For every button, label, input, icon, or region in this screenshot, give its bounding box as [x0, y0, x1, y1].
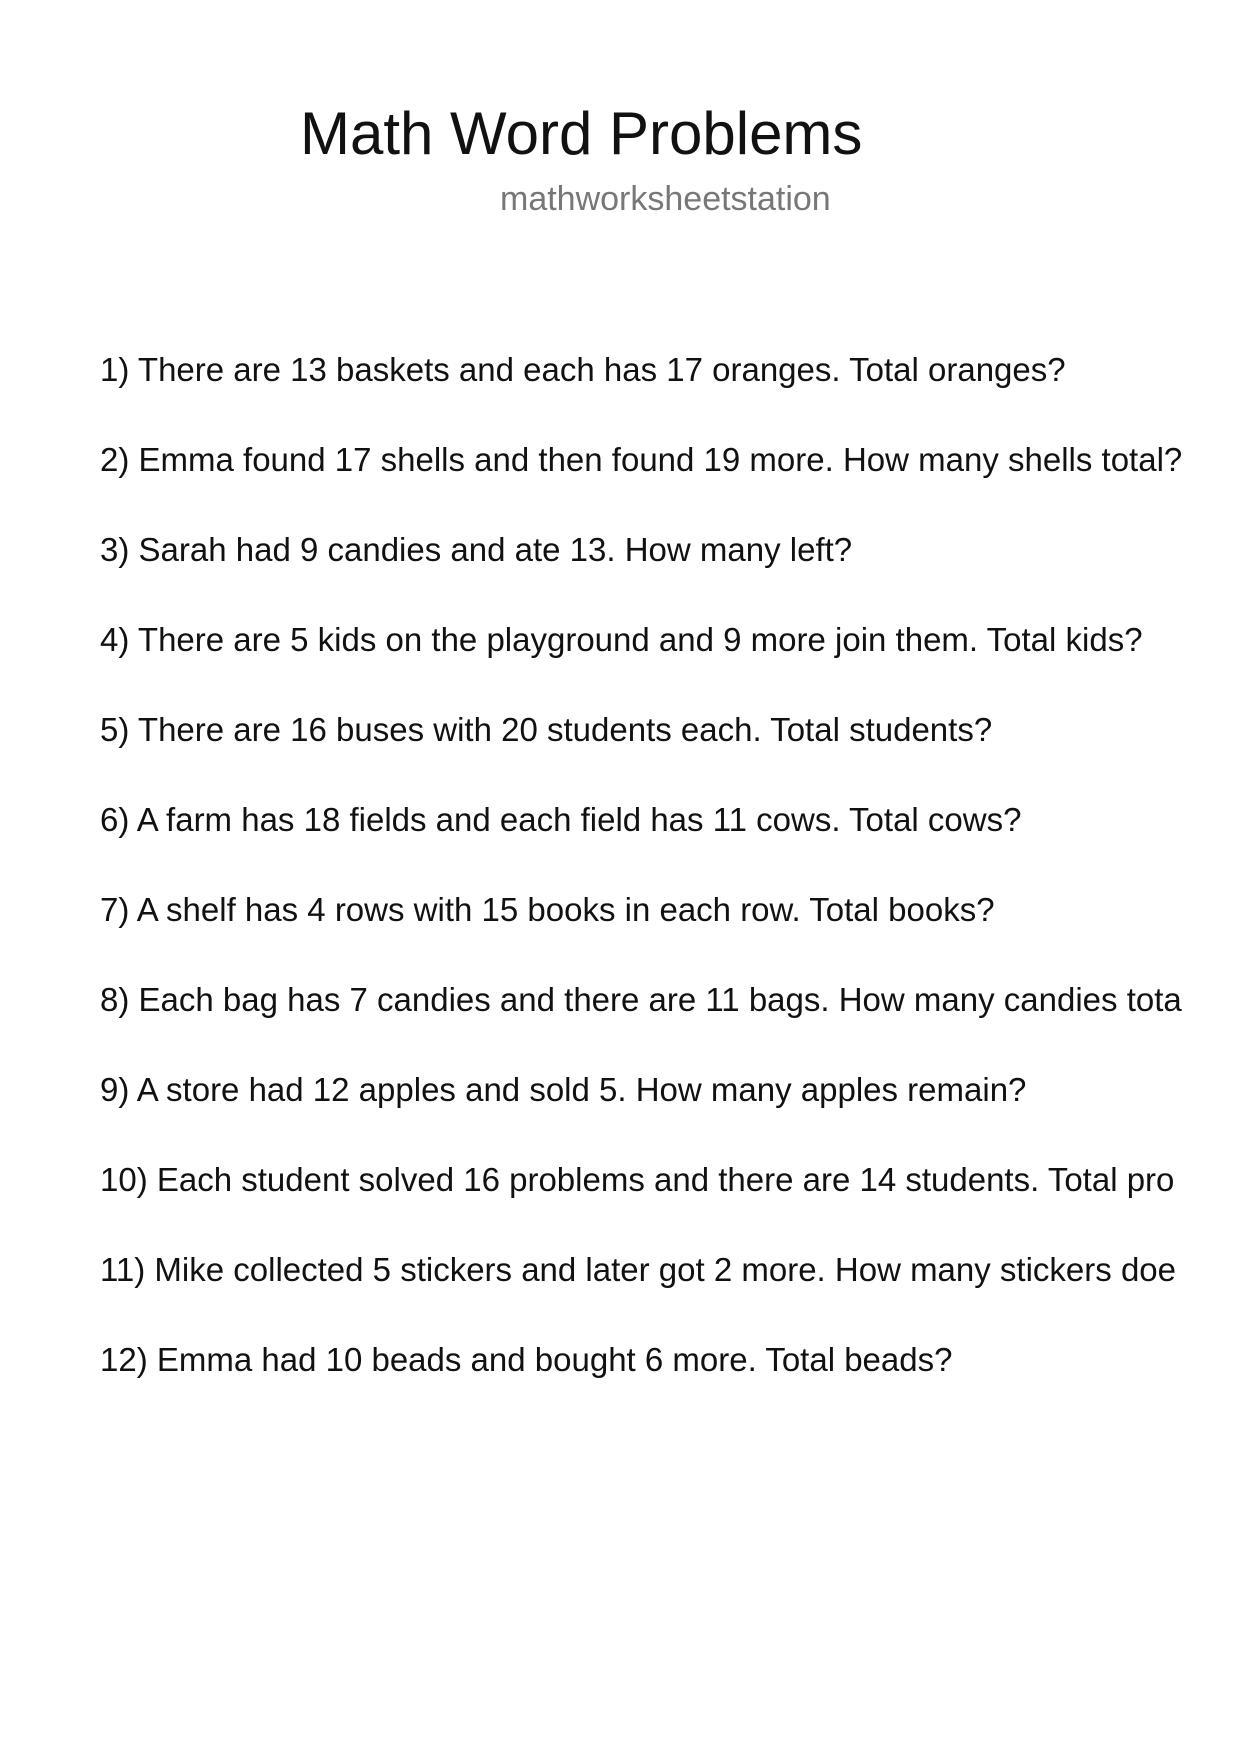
- problem-11: 11) Mike collected 5 stickers and later got 2 more. How many stickers doe: [100, 1251, 1176, 1288]
- source-subtitle: mathworksheetstation: [500, 180, 831, 218]
- problem-9: 9) A store had 12 apples and sold 5. How many apples remain?: [100, 1071, 1027, 1108]
- problem-6: 6) A farm has 18 fields and each field has 11 cows. Total cows?: [100, 801, 1022, 838]
- problem-2: 2) Emma found 17 shells and then found 19 more. How many shells total?: [100, 441, 1183, 478]
- problem-8: 8) Each bag has 7 candies and there are 11 bags. How many candies tota: [100, 981, 1182, 1018]
- problem-3: 3) Sarah had 9 candies and ate 13. How many left?: [100, 531, 853, 568]
- problem-10: 10) Each student solved 16 problems and there are 14 students. Total pro: [100, 1161, 1175, 1198]
- page-title: Math Word Problems: [300, 100, 863, 167]
- problem-1: 1) There are 13 baskets and each has 17 oranges. Total oranges?: [100, 351, 1066, 388]
- problem-list: [100, 348, 1240, 1428]
- problem-5: 5) There are 16 buses with 20 students each. Total students?: [100, 711, 993, 748]
- problem-4: 4) There are 5 kids on the playground and 9 more join them. Total kids?: [100, 621, 1143, 658]
- problem-12: 12) Emma had 10 beads and bought 6 more. Total beads?: [100, 1341, 953, 1378]
- problem-7: 7) A shelf has 4 rows with 15 books in each row. Total books?: [100, 891, 995, 928]
